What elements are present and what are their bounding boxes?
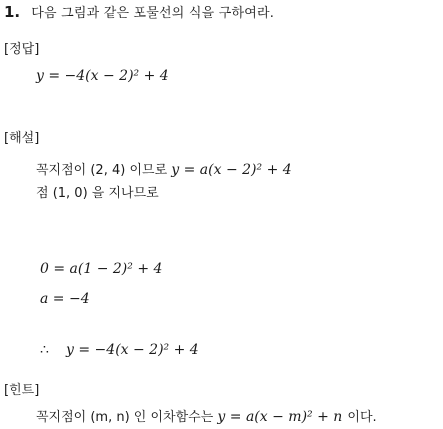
hint-label: [힌트] <box>4 383 40 398</box>
explanation-line-2: 점 (1, 0) 을 지나므로 <box>36 186 159 201</box>
answer-label: [정답] <box>4 42 40 57</box>
hint-text-before: 꼭지점이 (m, n) 인 이차함수는 <box>36 410 218 425</box>
hint-text-after: 이다. <box>347 410 377 425</box>
explanation-line-1 <box>36 161 292 177</box>
question-line <box>4 4 274 20</box>
therefore-symbol: ∴ <box>40 342 49 358</box>
explanation-conclusion <box>40 341 199 357</box>
hint-equation: y = a(x − m)² + n <box>217 409 343 425</box>
answer-equation: y = −4(x − 2)² + 4 <box>36 68 169 84</box>
explanation-label: [해설] <box>4 131 40 146</box>
conclusion-equation: y = −4(x − 2)² + 4 <box>66 342 199 358</box>
vertex-form-equation: y = a(x − 2)² + 4 <box>171 162 292 178</box>
hint-line <box>36 408 377 424</box>
explanation-step-1: 0 = a(1 − 2)² + 4 <box>40 261 163 277</box>
vertex-statement: 꼭지점이 (2, 4) 이므로 <box>36 163 172 178</box>
question-text: 다음 그림과 같은 포물선의 식을 구하여라. <box>31 6 275 21</box>
question-number: 1. <box>4 3 21 21</box>
explanation-step-2: a = −4 <box>40 291 90 307</box>
